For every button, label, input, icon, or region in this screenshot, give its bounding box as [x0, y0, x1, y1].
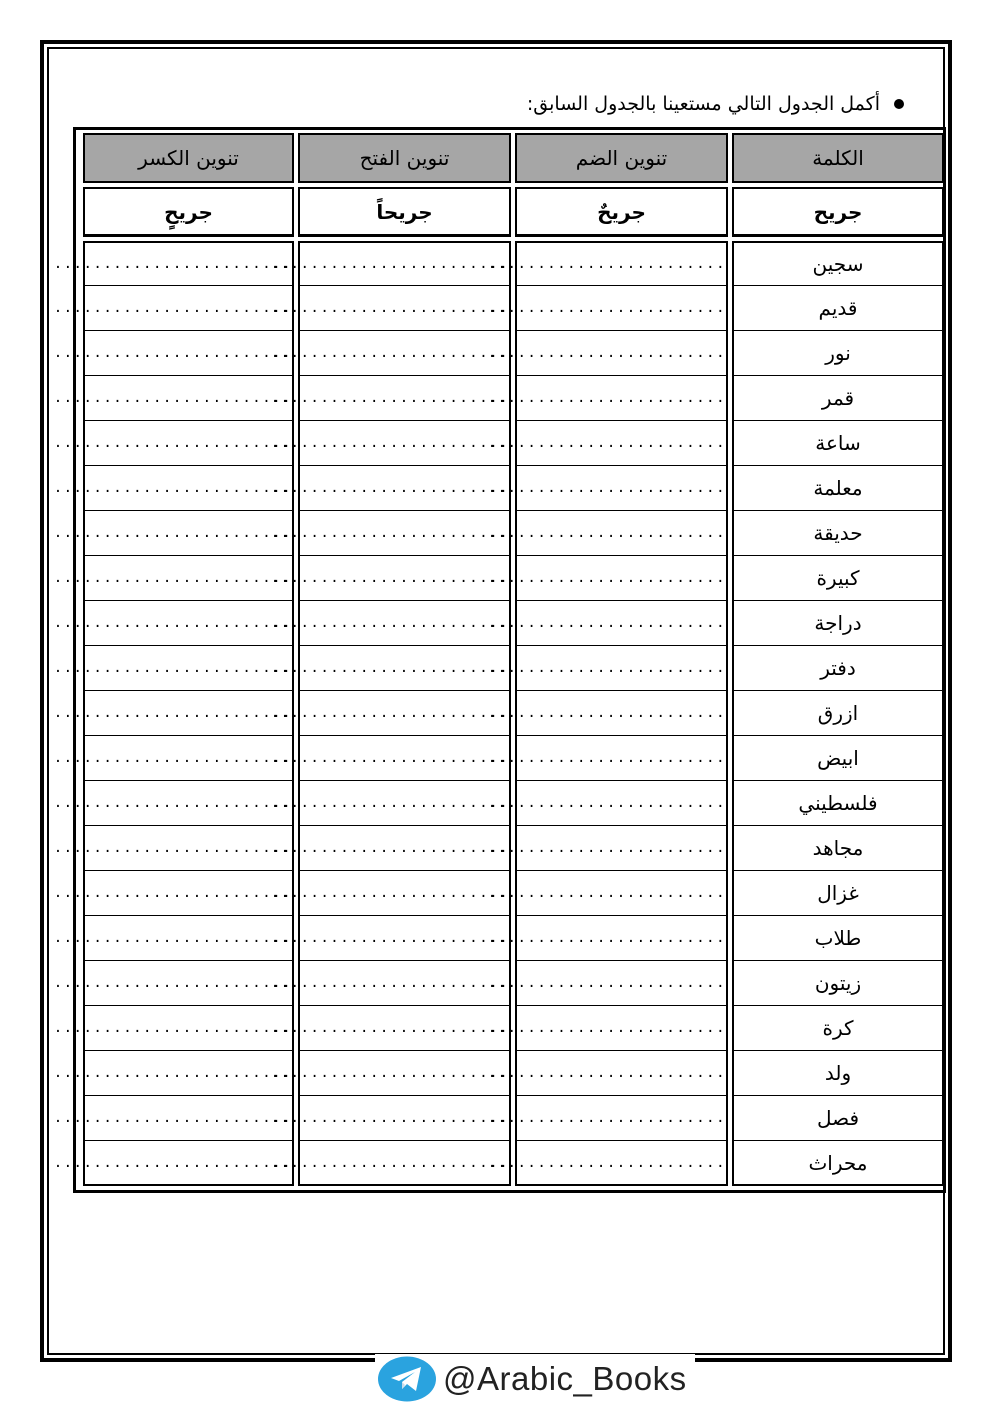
word-row — [83, 331, 944, 376]
word-row — [83, 1141, 944, 1186]
word-row — [83, 916, 944, 961]
word-cell: فصل — [732, 1096, 944, 1141]
word-cell: نور — [732, 331, 944, 376]
answer-blank-kasr[interactable]: ........................ — [83, 1141, 294, 1186]
answer-blank-kasr[interactable]: ........................ — [83, 736, 294, 781]
example-damm: جريحٌ — [515, 187, 728, 237]
answer-blank-kasr[interactable]: ........................ — [83, 556, 294, 601]
answer-blank-fath[interactable]: ........................ — [298, 466, 511, 511]
answer-blank-fath[interactable]: ........................ — [298, 241, 511, 286]
word-row — [83, 601, 944, 646]
word-row — [83, 1006, 944, 1051]
answer-blank-kasr[interactable]: ........................ — [83, 421, 294, 466]
answer-blank-damm[interactable]: ........................ — [515, 511, 728, 556]
word-cell: كبيرة — [732, 556, 944, 601]
answer-blank-damm[interactable]: ........................ — [515, 466, 728, 511]
answer-blank-kasr[interactable]: ........................ — [83, 466, 294, 511]
word-row — [83, 556, 944, 601]
word-row — [83, 1051, 944, 1096]
answer-blank-fath[interactable]: ........................ — [298, 421, 511, 466]
answer-blank-damm[interactable]: ........................ — [515, 1141, 728, 1186]
answer-blank-fath[interactable]: ........................ — [298, 1141, 511, 1186]
answer-blank-damm[interactable]: ........................ — [515, 556, 728, 601]
example-word: جريح — [732, 187, 944, 237]
answer-blank-damm[interactable]: ........................ — [515, 871, 728, 916]
example-fath: جريحاً — [298, 187, 511, 237]
word-row — [83, 736, 944, 781]
word-cell: محراث — [732, 1141, 944, 1186]
answer-blank-damm[interactable]: ........................ — [515, 601, 728, 646]
word-row — [83, 961, 944, 1006]
word-row — [83, 376, 944, 421]
instruction-line — [527, 88, 904, 120]
header-damm: تنوين الضم — [515, 133, 728, 183]
word-cell: دفتر — [732, 646, 944, 691]
answer-blank-kasr[interactable]: ........................ — [83, 916, 294, 961]
answer-blank-fath[interactable]: ........................ — [298, 331, 511, 376]
watermark-text: @Arabic_Books — [443, 1360, 687, 1397]
word-cell: ساعة — [732, 421, 944, 466]
answer-blank-kasr[interactable]: ........................ — [83, 646, 294, 691]
header-word: الكلمة — [732, 133, 944, 183]
answer-blank-damm[interactable]: ........................ — [515, 1096, 728, 1141]
answer-blank-fath[interactable]: ........................ — [298, 781, 511, 826]
word-row — [83, 646, 944, 691]
word-row — [83, 241, 944, 286]
answer-blank-kasr[interactable]: ........................ — [83, 781, 294, 826]
word-cell: فلسطيني — [732, 781, 944, 826]
answer-blank-kasr[interactable]: ........................ — [83, 691, 294, 736]
tanween-table-frame — [53, 127, 946, 1193]
word-row — [83, 511, 944, 556]
answer-blank-kasr[interactable]: ........................ — [83, 1006, 294, 1051]
word-row — [83, 286, 944, 331]
answer-blank-fath[interactable]: ........................ — [298, 826, 511, 871]
answer-blank-kasr[interactable]: ........................ — [83, 1051, 294, 1096]
word-cell: قديم — [732, 286, 944, 331]
answer-blank-fath[interactable]: ........................ — [298, 1096, 511, 1141]
example-row — [83, 187, 944, 237]
bullet-icon — [894, 99, 904, 109]
word-cell: ازرق — [732, 691, 944, 736]
word-row — [83, 466, 944, 511]
answer-blank-kasr[interactable]: ........................ — [83, 331, 294, 376]
answer-blank-damm[interactable]: ........................ — [515, 916, 728, 961]
answer-blank-damm[interactable]: ........................ — [515, 286, 728, 331]
header-fath: تنوين الفتح — [298, 133, 511, 183]
word-row — [83, 421, 944, 466]
word-row — [83, 691, 944, 736]
tanween-table — [53, 133, 948, 1186]
instruction-text: أكمل الجدول التالي مستعينا بالجدول السابق: — [526, 93, 880, 115]
telegram-watermark — [375, 1354, 695, 1404]
word-cell: ولد — [732, 1051, 944, 1096]
answer-blank-fath[interactable]: ........................ — [298, 1006, 511, 1051]
answer-blank-kasr[interactable]: ........................ — [83, 826, 294, 871]
answer-blank-kasr[interactable]: ........................ — [83, 871, 294, 916]
telegram-icon — [377, 1356, 437, 1402]
header-kasr: تنوين الكسر — [83, 133, 294, 183]
answer-blank-kasr[interactable]: ........................ — [83, 241, 294, 286]
answer-blank-fath[interactable]: ........................ — [298, 691, 511, 736]
answer-blank-kasr[interactable]: ........................ — [83, 601, 294, 646]
answer-blank-fath[interactable]: ........................ — [298, 916, 511, 961]
word-row — [83, 781, 944, 826]
word-cell: مجاهد — [732, 826, 944, 871]
answer-blank-fath[interactable]: ........................ — [298, 871, 511, 916]
word-cell: كرة — [732, 1006, 944, 1051]
answer-blank-damm[interactable]: ........................ — [515, 421, 728, 466]
answer-blank-damm[interactable]: ........................ — [515, 781, 728, 826]
answer-blank-fath[interactable]: ........................ — [298, 1051, 511, 1096]
word-cell: زيتون — [732, 961, 944, 1006]
answer-blank-kasr[interactable]: ........................ — [83, 286, 294, 331]
answer-blank-kasr[interactable]: ........................ — [83, 511, 294, 556]
answer-blank-fath[interactable]: ........................ — [298, 736, 511, 781]
answer-blank-fath[interactable]: ........................ — [298, 556, 511, 601]
word-cell: سجين — [732, 241, 944, 286]
answer-blank-fath[interactable]: ........................ — [298, 286, 511, 331]
answer-blank-fath[interactable]: ........................ — [298, 376, 511, 421]
answer-blank-kasr[interactable]: ........................ — [83, 376, 294, 421]
answer-blank-kasr[interactable]: ........................ — [83, 1096, 294, 1141]
answer-blank-damm[interactable]: ........................ — [515, 826, 728, 871]
word-cell: قمر — [732, 376, 944, 421]
answer-blank-fath[interactable]: ........................ — [298, 961, 511, 1006]
word-row — [83, 871, 944, 916]
word-cell: غزال — [732, 871, 944, 916]
answer-blank-damm[interactable]: ........................ — [515, 961, 728, 1006]
answer-blank-damm[interactable]: ........................ — [515, 646, 728, 691]
word-row — [83, 1096, 944, 1141]
word-cell: حديقة — [732, 511, 944, 556]
answer-blank-kasr[interactable]: ........................ — [83, 961, 294, 1006]
answer-blank-damm[interactable]: ........................ — [515, 331, 728, 376]
word-cell: طلاب — [732, 916, 944, 961]
answer-blank-damm[interactable]: ........................ — [515, 241, 728, 286]
answer-blank-fath[interactable]: ........................ — [298, 601, 511, 646]
word-cell: ابيض — [732, 736, 944, 781]
word-row — [83, 826, 944, 871]
answer-blank-damm[interactable]: ........................ — [515, 1006, 728, 1051]
answer-blank-fath[interactable]: ........................ — [298, 646, 511, 691]
answer-blank-damm[interactable]: ........................ — [515, 736, 728, 781]
answer-blank-damm[interactable]: ........................ — [515, 376, 728, 421]
word-cell: معلمة — [732, 466, 944, 511]
answer-blank-damm[interactable]: ........................ — [515, 691, 728, 736]
example-kasr: جريحٍ — [83, 187, 294, 237]
answer-blank-damm[interactable]: ........................ — [515, 1051, 728, 1096]
answer-blank-fath[interactable]: ........................ — [298, 511, 511, 556]
word-cell: دراجة — [732, 601, 944, 646]
